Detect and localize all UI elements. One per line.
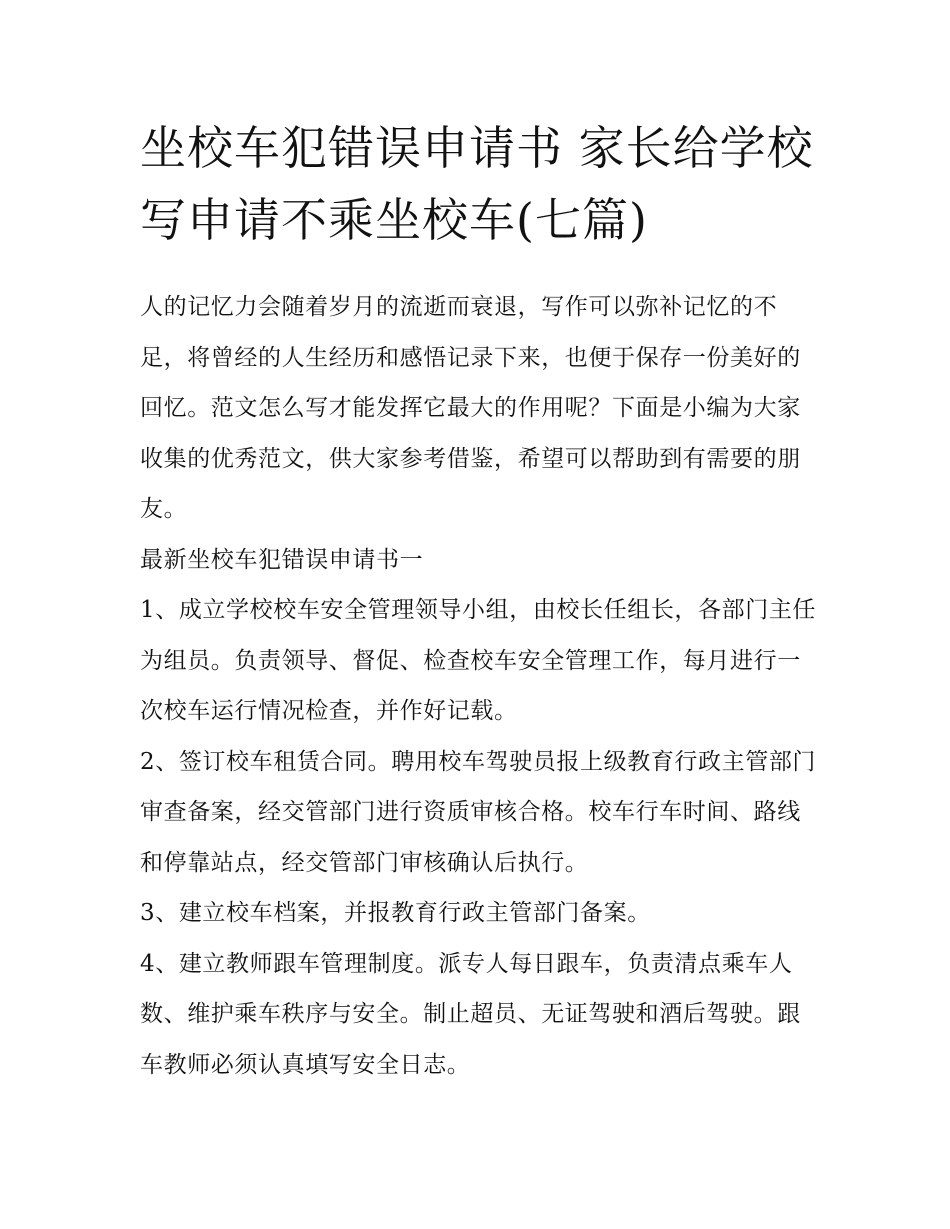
document-body <box>140 282 820 1090</box>
list-item-2: 2、签订校车租赁合同。聘用校车驾驶员报上级教育行政主管部门审查备案，经交管部门进行资质审核合格。校车行车时间、路线和停靠站点，经交管部门审核确认后执行。 <box>140 748 817 876</box>
intro-paragraph: 人的记忆力会随着岁月的流逝而衰退，写作可以弥补记忆的不足，将曾经的人生经历和感悟记录下来，也便于保存一份美好的回忆。范文怎么写才能发挥它最大的作用呢？下面是小编为大家收集的优秀范文，供大家参考借鉴，希望可以帮助到有需要的朋友。 <box>140 294 801 522</box>
section-heading: 最新坐校车犯错误申请书一 <box>140 546 424 573</box>
list-item-3: 3、建立校车档案，并报教育行政主管部门备案。 <box>140 900 651 926</box>
document-title: 坐校车犯错误申请书 家长给学校写申请不乘坐校车(七篇) <box>140 121 814 247</box>
list-item-1: 1、成立学校校车安全管理领导小组，由校长任组长，各部门主任为组员。负责领导、督促、检查校车安全管理工作，每月进行一次校车运行情况检查，并作好记载。 <box>140 597 817 724</box>
list-item-4: 4、建立教师跟车管理制度。派专人每日跟车，负责清点乘车人数、维护乘车秩序与安全。制止超员、无证驾驶和酒后驾驶。跟车教师必须认真填写安全日志。 <box>140 950 801 1078</box>
